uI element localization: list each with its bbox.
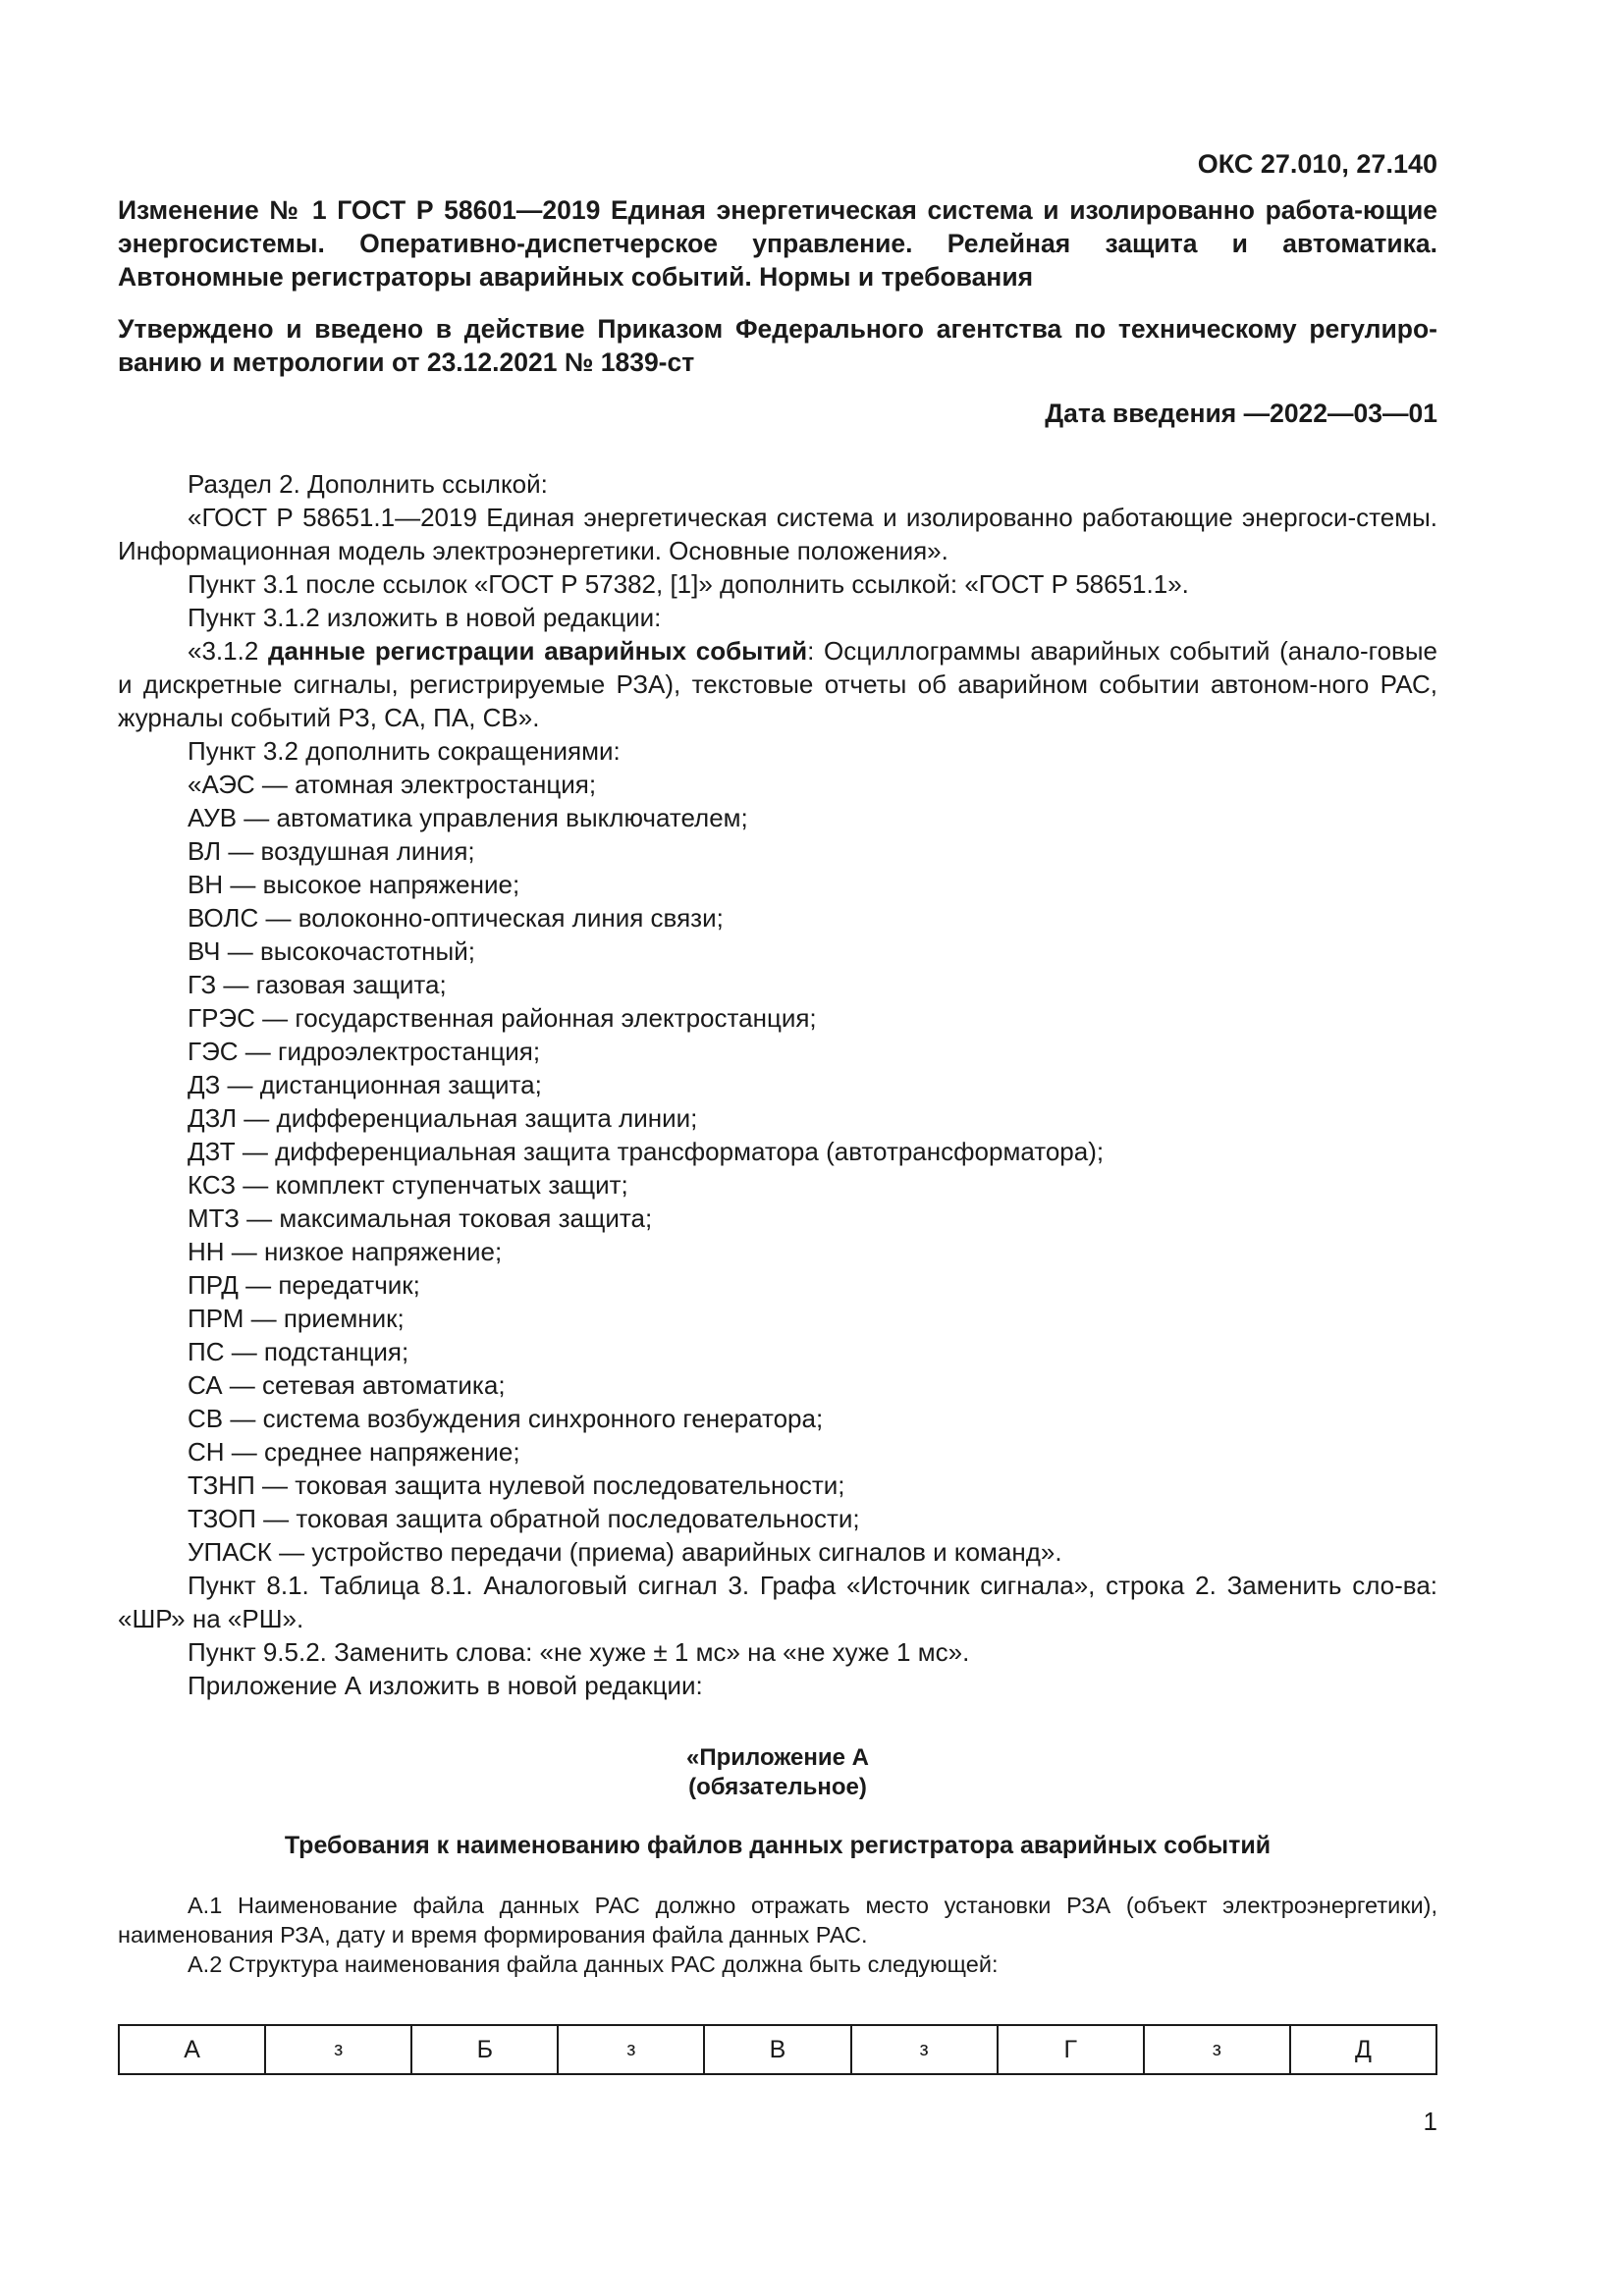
abbreviation-item: СВ — система возбуждения синхронного генератора;	[188, 1404, 824, 1433]
paragraph: Пункт 3.1.2 изложить в новой редакции:	[188, 603, 662, 632]
abbreviation-item: ПС — подстанция;	[188, 1337, 409, 1366]
abbreviation-item: УПАСК — устройство передачи (приема) аварийных сигналов и команд».	[188, 1537, 1062, 1567]
abbreviation-item: СА — сетевая автоматика;	[188, 1370, 506, 1400]
annex-status: (обязательное)	[688, 1774, 867, 1800]
annex-body	[118, 1891, 1437, 1979]
abbreviation-item: ДЗТ — дифференциальная защита трансформатора (автотрансформатора);	[188, 1137, 1105, 1166]
abbreviation-item: ДЗ — дистанционная защита;	[188, 1070, 542, 1099]
abbreviation-item: ПРМ — приемник;	[188, 1304, 405, 1333]
abbreviation-item: ГЗ — газовая защита;	[188, 970, 447, 999]
annex-heading	[118, 1743, 1437, 1802]
paragraph: Раздел 2. Дополнить ссылкой:	[188, 469, 548, 499]
abbreviation-item: ВЧ — высокочастотный;	[188, 936, 475, 966]
structure-cell: Г	[998, 2025, 1144, 2074]
definition-text: : Осциллограммы аварийных событий (анало-говые и дискретные сигналы, регистрируемые РЗА), текстовые отчеты об аварийном событии автоном-ного РАС, журналы событий РЗ, СА, ПА, СВ».	[118, 636, 1437, 732]
amendment-body	[118, 467, 1437, 1702]
structure-cell: Б	[411, 2025, 558, 2074]
annex-label: «Приложение А	[686, 1744, 869, 1771]
abbreviation-item: ГЭС — гидроэлектростанция;	[188, 1037, 541, 1066]
abbreviation-item: ПРД — передатчик;	[188, 1270, 420, 1300]
abbreviation-item: ВОЛС — волоконно-оптическая линия связи;	[188, 903, 724, 933]
abbreviation-item: МТЗ — максимальная токовая защита;	[188, 1203, 653, 1233]
definition-term: данные регистрации аварийных событий	[268, 636, 808, 666]
abbreviation-item: ДЗЛ — дифференциальная защита линии;	[188, 1103, 698, 1133]
paragraph: Пункт 3.2 дополнить сокращениями:	[188, 736, 621, 766]
paragraph: Пункт 3.1 после ссылок «ГОСТ Р 57382, [1]» дополнить ссылкой: «ГОСТ Р 58651.1».	[188, 569, 1189, 599]
annex-clause-a2: А.2 Структура наименования файла данных РАС должна быть следующей:	[188, 1951, 999, 1977]
structure-cell: Д	[1290, 2025, 1436, 2074]
definition-prefix: «3.1.2	[188, 636, 269, 666]
abbreviation-item: ВН — высокое напряжение;	[188, 870, 520, 899]
abbreviation-item: ТЗНП — токовая защита нулевой последовательности;	[188, 1470, 845, 1500]
structure-cell: В	[704, 2025, 850, 2074]
amendment-title: Изменение № 1 ГОСТ Р 58601—2019 Единая энергетическая система и изолированно работа-ющие энергосистемы. Оперативно-диспетчерское управление. Релейная защита и автоматика. Автономные регистраторы аварийных событий. Нормы и требования	[118, 195, 1437, 292]
effective-date: Дата введения —2022—03—01	[1045, 399, 1437, 428]
paragraph: Приложение А изложить в новой редакции:	[188, 1671, 703, 1700]
structure-separator-cell: з	[851, 2025, 998, 2074]
abbreviation-item: ТЗОП — токовая защита обратной последовательности;	[188, 1504, 860, 1533]
structure-separator-cell: з	[1144, 2025, 1290, 2074]
annex-title: Требования к наименованию файлов данных регистратора аварийных событий	[284, 1832, 1272, 1859]
abbreviation-item: ГРЭС — государственная районная электростанция;	[188, 1003, 817, 1033]
abbreviation-item: СН — среднее напряжение;	[188, 1437, 520, 1467]
paragraph: «ГОСТ Р 58651.1—2019 Единая энергетическая система и изолированно работающие энергоси-стемы. Информационная модель электроэнергетики. Основные положения».	[118, 503, 1437, 565]
abbreviation-item: ВЛ — воздушная линия;	[188, 836, 475, 866]
page-number: 1	[1423, 2107, 1437, 2136]
abbreviation-item: «АЭС — атомная электростанция;	[188, 770, 597, 799]
paragraph: Пункт 9.5.2. Заменить слова: «не хуже ± 1 мс» на «не хуже 1 мс».	[188, 1637, 970, 1667]
structure-separator-cell: з	[558, 2025, 704, 2074]
annex-clause-a1: А.1 Наименование файла данных РАС должно отражать место установки РЗА (объект электроэнергетики), наименования РЗА, дату и время формирования файла данных РАС.	[118, 1893, 1437, 1948]
paragraph: Пункт 8.1. Таблица 8.1. Аналоговый сигнал 3. Графа «Источник сигнала», строка 2. Заменить сло-ва: «ШР» на «РШ».	[118, 1571, 1437, 1633]
oks-code: ОКС 27.010, 27.140	[1197, 149, 1437, 179]
abbreviation-item: НН — низкое напряжение;	[188, 1237, 503, 1266]
approval-statement: Утверждено и введено в действие Приказом Федерального агентства по техническому регулиро-ванию и метрологии от 23.12.2021 № 1839-ст	[118, 314, 1437, 377]
definition-paragraph	[118, 634, 1437, 734]
filename-structure-table	[118, 2024, 1437, 2075]
structure-cell: А	[119, 2025, 265, 2074]
abbreviation-item: АУВ — автоматика управления выключателем;	[188, 803, 748, 832]
abbreviation-item: КСЗ — комплект ступенчатых защит;	[188, 1170, 628, 1200]
structure-separator-cell: з	[265, 2025, 411, 2074]
table-row	[119, 2025, 1436, 2074]
